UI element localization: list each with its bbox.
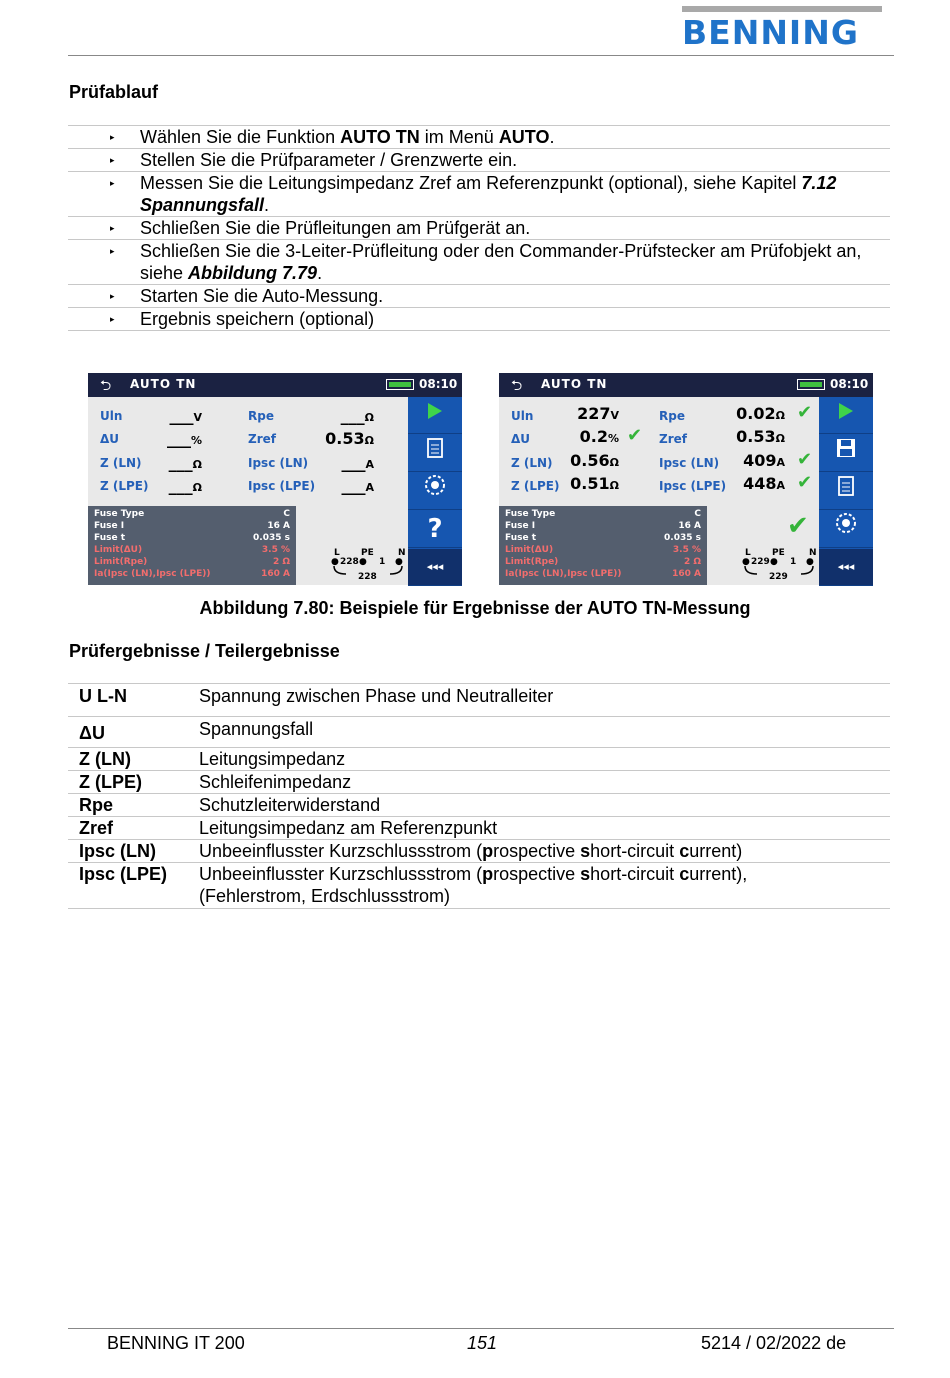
voltage-l-n: 229 <box>769 572 788 582</box>
voltage-pe-n: 1 <box>379 557 386 567</box>
terminal-l-dot: ● <box>331 557 339 567</box>
label-ipscln: Ipsc (LN) <box>248 456 309 470</box>
value-zln: ___Ω <box>168 453 202 472</box>
voltage-pe-n: 1 <box>790 557 797 567</box>
label-ipscln: Ipsc (LN) <box>659 456 720 470</box>
table-row: Zref Leitungsimpedanz am Referenzpunkt <box>68 816 890 839</box>
page-number: 151 <box>467 1333 498 1353</box>
step-list <box>68 125 890 331</box>
benning-logo <box>682 6 882 52</box>
screen-title: AUTO TN <box>541 377 608 391</box>
screen-before-measurement <box>88 373 462 585</box>
label-rpe: Rpe <box>659 409 685 423</box>
value-ipscln: ___A <box>341 453 374 472</box>
label-uln: Uln <box>100 409 123 423</box>
table-row: ΔU Spannungsfall <box>68 716 890 747</box>
results-table <box>68 683 890 909</box>
footer-product: BENNING IT 200 <box>107 1333 245 1353</box>
check-icon: ✔ <box>627 425 643 446</box>
value-du: 0.2% <box>579 427 619 446</box>
table-row: Z (LN) Leitungsimpedanz <box>68 747 890 770</box>
list-button[interactable] <box>408 435 462 472</box>
list-item: ▸ Starten Sie die Auto-Messung. <box>68 284 890 307</box>
terminal-l-label: L <box>334 548 340 558</box>
voltage-l-pe: 228 <box>340 557 359 567</box>
check-icon: ✔ <box>797 449 813 470</box>
table-row: Rpe Schutzleiterwiderstand <box>68 793 890 816</box>
chapter-link[interactable]: 7.12 Spannungsfall <box>140 173 837 215</box>
value-zln: 0.56Ω <box>570 451 619 470</box>
label-zref: Zref <box>659 432 687 446</box>
bullet-icon: ▸ <box>110 178 115 188</box>
footer-doc-id: 5214 / 02/2022 de <box>701 1333 847 1353</box>
terminal-pe-label: PE <box>772 548 785 558</box>
back-arrows-button[interactable]: ◂◂◂ <box>408 549 462 586</box>
connection-arc <box>743 566 815 580</box>
label-rpe: Rpe <box>248 409 274 423</box>
label-zln: Z (LN) <box>511 456 553 470</box>
terminal-pe-dot: ● <box>770 557 778 567</box>
list-item: ▸ Schließen Sie die Prüfleitungen am Prüfgerät an. <box>68 216 890 239</box>
terminal-n-label: N <box>809 548 817 558</box>
label-zlpe: Z (LPE) <box>100 479 149 493</box>
figure-link[interactable]: Abbildung 7.79 <box>188 263 318 283</box>
label-du: ΔU <box>511 432 531 446</box>
label-uln: Uln <box>511 409 534 423</box>
terminal-n-dot: ● <box>806 557 814 567</box>
rich-text: Unbeeinflusster Kurzschlussstrom (prospective short-circuit current) <box>199 841 743 861</box>
terminal-l-dot: ● <box>742 557 750 567</box>
list-item: ▸ Stellen Sie die Prüfparameter / Grenzwerte ein. <box>68 148 890 171</box>
save-button[interactable] <box>819 435 873 472</box>
value-rpe: ___Ω <box>340 406 374 425</box>
bottom-rule <box>68 1328 894 1329</box>
play-button[interactable] <box>408 397 462 434</box>
logo-bar <box>682 6 882 12</box>
section-title-results: Prüfergebnisse / Teilergebnisse <box>69 641 340 661</box>
logo-text: BENNING <box>682 13 859 52</box>
label-ipsclpe: Ipsc (LPE) <box>659 479 727 493</box>
rich-text: Unbeeinflusster Kurzschlussstrom (prospective short-circuit current), (Fehlerstrom, Erdschlussstrom) <box>199 864 748 906</box>
table-row: Z (LPE) Schleifenimpedanz <box>68 770 890 793</box>
value-uln: ___V <box>169 406 202 425</box>
help-button[interactable]: ? <box>408 511 462 548</box>
label-zref: Zref <box>248 432 276 446</box>
value-uln: 227V <box>577 404 619 423</box>
value-du: ___% <box>166 429 202 448</box>
value-zlpe: 0.51Ω <box>570 474 619 493</box>
play-button[interactable] <box>819 397 873 434</box>
terminal-l-label: L <box>745 548 751 558</box>
screen-header <box>499 373 873 397</box>
value-rpe: 0.02Ω <box>736 404 785 423</box>
back-icon[interactable]: ⮌ <box>100 378 112 394</box>
table-row: U L-N Spannung zwischen Phase und Neutralleiter <box>68 683 890 716</box>
check-icon: ✔ <box>797 402 813 423</box>
side-toolbar <box>819 397 873 585</box>
value-zref: 0.53Ω <box>736 427 785 446</box>
figure-caption: Abbildung 7.80: Beispiele für Ergebnisse der AUTO TN-Messung <box>199 598 751 618</box>
list-item: ▸ Messen Sie die Leitungsimpedanz Zref am Referenzpunkt (optional), siehe Kapitel 7.12 Spannungsfall. <box>68 171 890 216</box>
settings-dial-button[interactable] <box>819 511 873 548</box>
list-item: ▸ Ergebnis speichern (optional) <box>68 307 890 331</box>
connection-arc <box>332 566 404 580</box>
label-zlpe: Z (LPE) <box>511 479 560 493</box>
bullet-icon: ▸ <box>110 223 115 233</box>
value-ipsclpe: 448A <box>743 474 785 493</box>
back-icon[interactable]: ⮌ <box>511 378 523 394</box>
value-zlpe: ___Ω <box>168 476 202 495</box>
battery-icon <box>797 379 825 390</box>
label-du: ΔU <box>100 432 120 446</box>
back-arrows-button[interactable]: ◂◂◂ <box>819 549 873 586</box>
terminal-n-label: N <box>398 548 406 558</box>
battery-icon <box>386 379 414 390</box>
list-button[interactable] <box>819 473 873 510</box>
side-toolbar <box>408 397 462 585</box>
info-panel: Fuse Type C Fuse I 16 A Fuse t 0.035 s Limit(ΔU) 3.5 % Limit(Rpe) 2 Ω Ia(Ipsc (LN),Ipsc (LPE)) 160 A <box>499 506 707 585</box>
screen-after-measurement <box>499 373 873 585</box>
clock: 08:10 <box>419 377 458 391</box>
screen-header <box>88 373 462 397</box>
info-panel: Fuse Type C Fuse I 16 A Fuse t 0.035 s Limit(ΔU) 3.5 % Limit(Rpe) 2 Ω Ia(Ipsc (LN),Ipsc (LPE)) 160 A <box>88 506 296 585</box>
terminal-pe-dot: ● <box>359 557 367 567</box>
terminal-pe-label: PE <box>361 548 374 558</box>
bullet-icon: ▸ <box>110 246 115 256</box>
terminal-n-dot: ● <box>395 557 403 567</box>
clock: 08:10 <box>830 377 869 391</box>
overall-pass-check-icon: ✔ <box>787 511 809 541</box>
bullet-icon: ▸ <box>110 314 115 324</box>
value-zref: 0.53Ω <box>325 429 374 448</box>
section-title-pruefablauf: Prüfablauf <box>69 82 159 102</box>
label-ipsclpe: Ipsc (LPE) <box>248 479 316 493</box>
bullet-icon: ▸ <box>110 132 115 142</box>
bullet-icon: ▸ <box>110 291 115 301</box>
bullet-icon: ▸ <box>110 155 115 165</box>
top-rule <box>68 55 894 56</box>
voltage-l-n: 228 <box>358 572 377 582</box>
list-item: ▸ Schließen Sie die 3-Leiter-Prüfleitung oder den Commander-Prüfstecker am Prüfobjekt an, siehe Abbildung 7.79. <box>68 239 890 284</box>
voltage-l-pe: 229 <box>751 557 770 567</box>
check-icon: ✔ <box>797 472 813 493</box>
screen-title: AUTO TN <box>130 377 197 391</box>
value-ipscln: 409A <box>743 451 785 470</box>
table-row: Ipsc (LN) Unbeeinflusster Kurzschlussstrom (prospective short-circuit current) <box>68 839 890 862</box>
value-ipsclpe: ___A <box>341 476 374 495</box>
table-row: Ipsc (LPE) Unbeeinflusster Kurzschlussstrom (prospective short-circuit current), (Fehlerstrom, Erdschlussstrom) <box>68 862 890 909</box>
settings-dial-button[interactable] <box>408 473 462 510</box>
list-item: ▸ Wählen Sie die Funktion AUTO TN im Menü AUTO. <box>68 125 890 148</box>
label-zln: Z (LN) <box>100 456 142 470</box>
